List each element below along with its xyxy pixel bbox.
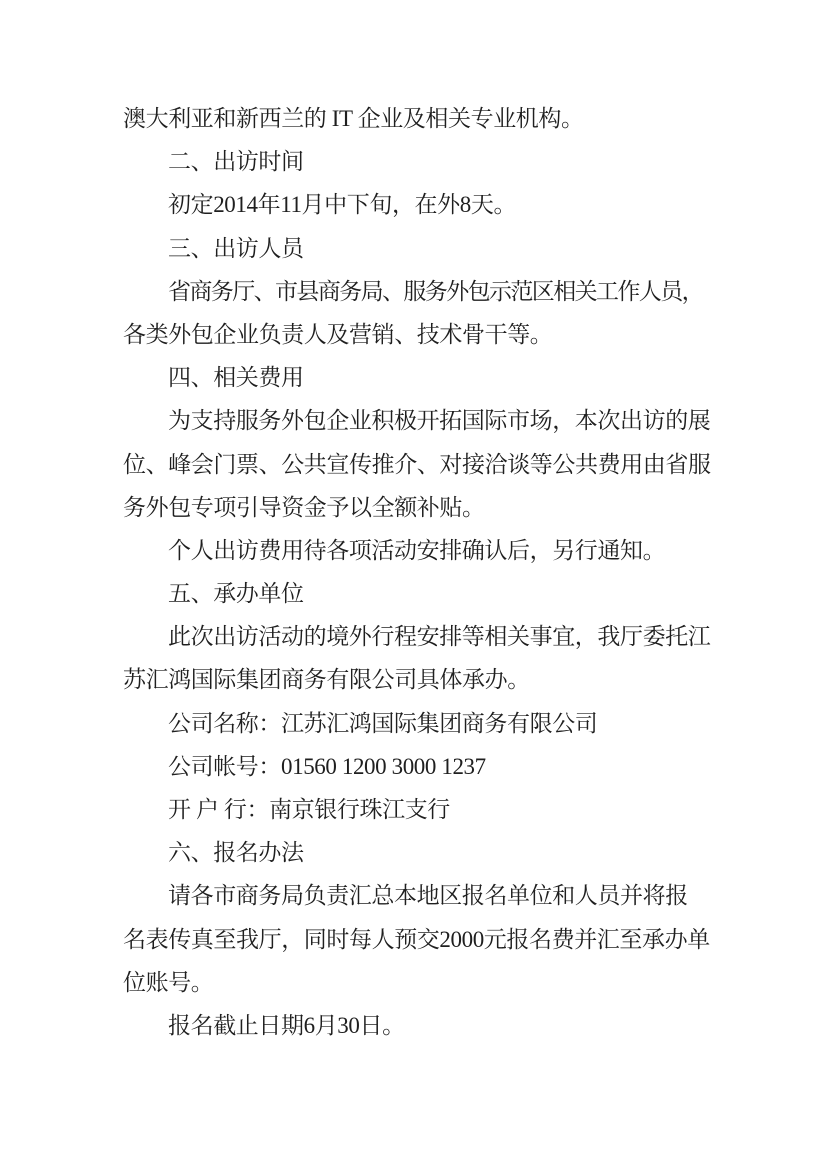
- section-heading: 三、出访人员: [168, 235, 304, 261]
- section-heading: 五、承办单位: [168, 581, 304, 607]
- document-line: 名表传真至我厅，同时每人预交2000元报名费并汇至承办单: [123, 926, 710, 952]
- document-line: 省商务厅、市县商务局、服务外包示范区相关工作人员，: [168, 278, 704, 304]
- company-name-line: 公司名称：江苏汇鸿国际集团商务有限公司: [168, 710, 598, 736]
- document-line: 此次出访活动的境外行程安排等相关事宜，我厅委托江: [168, 624, 711, 650]
- bank-line: 开 户 行：南京银行珠江支行: [168, 797, 450, 822]
- section-heading: 二、出访时间: [168, 149, 304, 175]
- document-line: 澳大利亚和新西兰的 IT 企业及相关专业机构。: [123, 106, 584, 131]
- section-heading: 四、相关费用: [168, 365, 304, 391]
- document-line: 位、峰会门票、公共宣传推介、对接洽谈等公共费用由省服: [123, 451, 711, 477]
- document-line: 为支持服务外包企业积极开拓国际市场，本次出访的展: [168, 408, 711, 434]
- deadline-line: 报名截止日期6月30日。: [168, 1012, 405, 1038]
- document-line: 位账号。: [123, 969, 214, 995]
- document-line: 个人出访费用待各项活动安排确认后，另行通知。: [168, 537, 666, 563]
- document-line: 请各市商务局负责汇总本地区报名单位和人员并将报: [168, 883, 688, 909]
- document-line: 初定2014年11月中下旬，在外8天。: [168, 192, 517, 218]
- section-heading: 六、报名办法: [168, 840, 304, 866]
- document-line: 务外包专项引导资金予以全额补贴。: [123, 494, 485, 520]
- company-account-line: 公司帐号：01560 1200 3000 1237: [168, 753, 486, 779]
- document-line: 苏汇鸿国际集团商务有限公司具体承办。: [123, 667, 530, 693]
- document-line: 各类外包企业负责人及营销、技术骨干等。: [123, 321, 553, 347]
